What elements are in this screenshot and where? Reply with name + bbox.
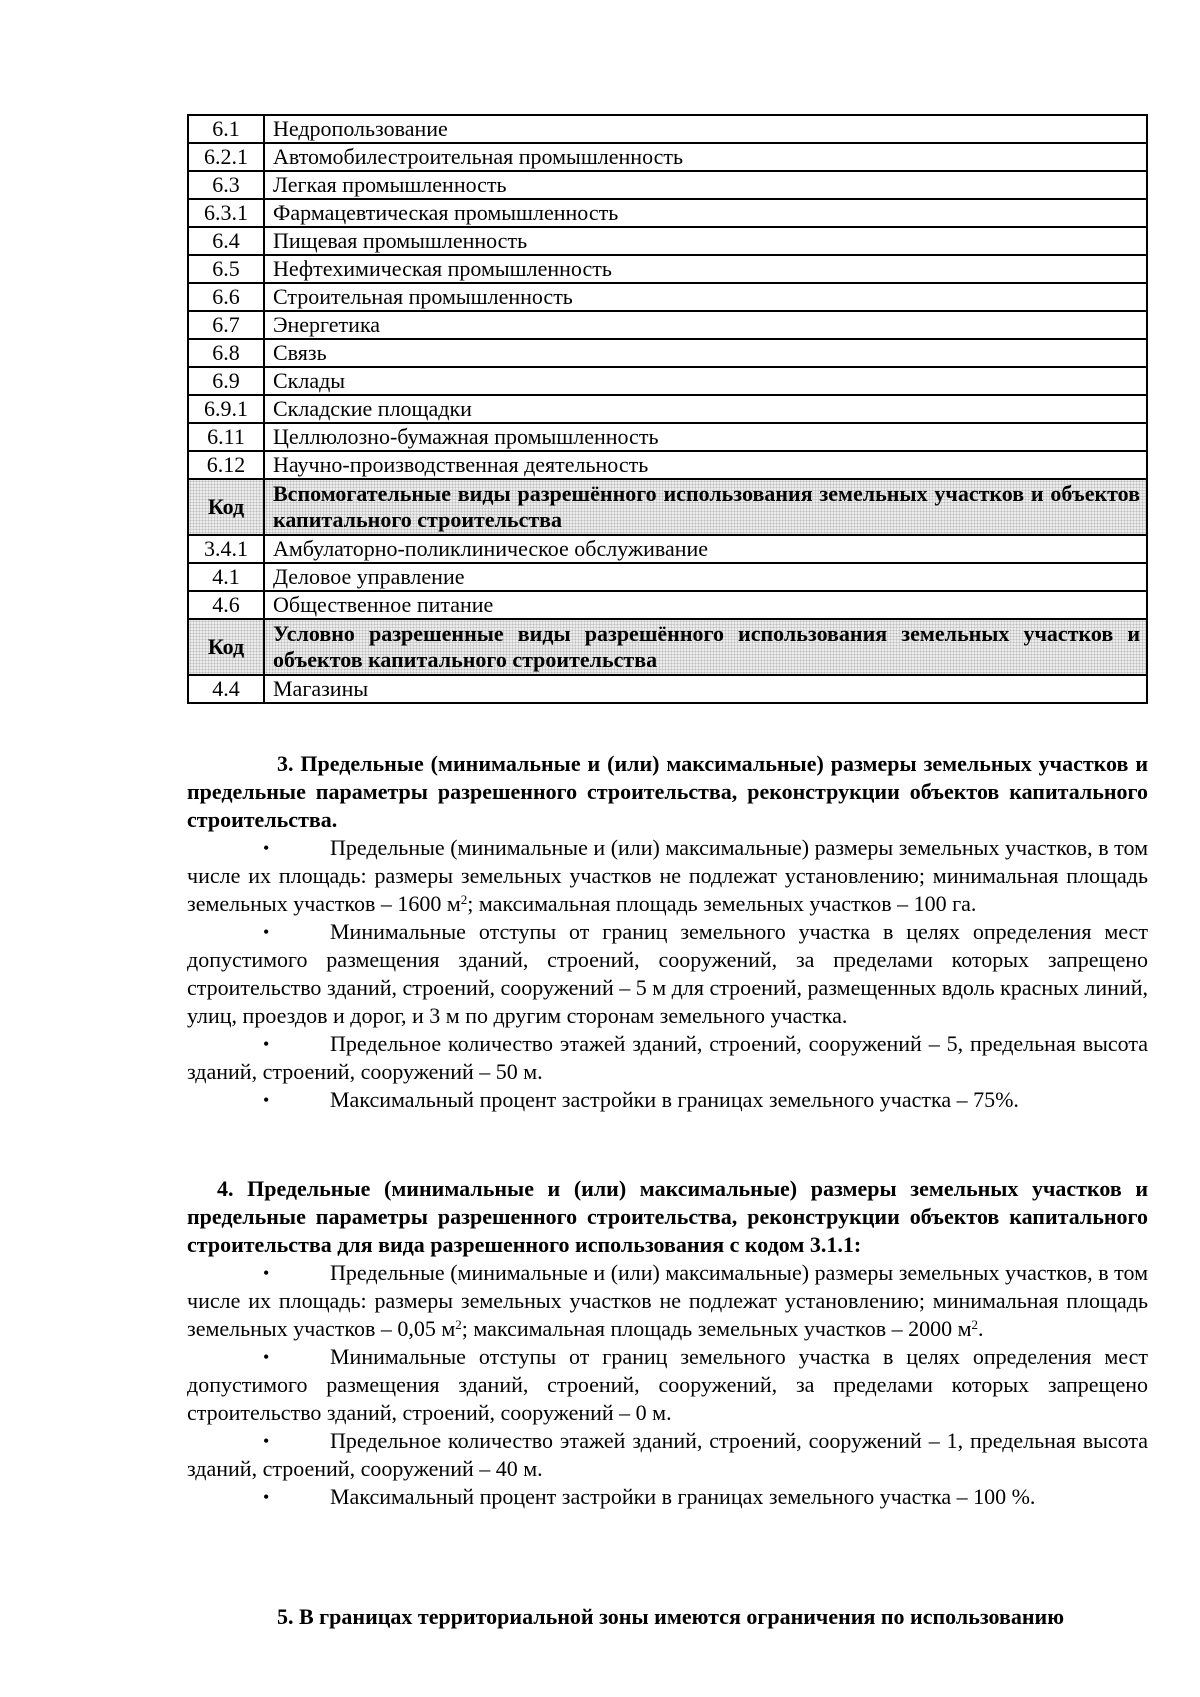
section-3-item-floors: • Предельное количество этажей зданий, строений, сооружений – 5, предельная высота зданий, строений, сооружений – 50 м. [187,1031,1148,1084]
row-name: Автомобилестроительная промышленность [264,143,1147,171]
row-name: Научно-производственная деятельность [264,451,1147,479]
bullet-icon: • [263,1034,270,1054]
row-code: 4.1 [188,563,264,591]
header-code: Код [188,619,264,675]
table-row [188,283,1147,311]
table-row [188,143,1147,171]
bullet-icon: • [263,1431,270,1451]
land-use-table-body [188,115,1147,703]
bullet-icon: • [263,838,270,858]
bullet-icon: • [263,1263,270,1283]
row-name: Фармацевтическая промышленность [264,199,1147,227]
table-row [188,535,1147,563]
section-5 [187,1603,1148,1631]
row-code: 6.9 [188,367,264,395]
table-row [188,423,1147,451]
section-3-heading: 3. Предельные (минимальные и (или) максимальные) размеры земельных участков и предельные параметры разрешенного строительства, реконструкции объектов капитального строительства. [187,751,1148,832]
row-name: Амбулаторно-поликлиническое обслуживание [264,535,1147,563]
section-4-list [187,1259,1148,1511]
row-name: Нефтехимическая промышленность [264,255,1147,283]
section-4 [187,1175,1148,1511]
table-row [188,451,1147,479]
section-3 [187,750,1148,1114]
header-code: Код [188,479,264,535]
header-title: Условно разрешенные виды разрешённого использования земельных участков и объектов капитального строительства [264,619,1147,675]
row-code: 6.3.1 [188,199,264,227]
row-name: Строительная промышленность [264,283,1147,311]
row-name: Целлюлозно-бумажная промышленность [264,423,1147,451]
row-code: 6.4 [188,227,264,255]
bullet-icon: • [263,1487,270,1507]
row-name: Пищевая промышленность [264,227,1147,255]
row-code: 4.4 [188,675,264,703]
table-row [188,367,1147,395]
table-row [188,675,1147,703]
row-name: Склады [264,367,1147,395]
table-row [188,563,1147,591]
section-3-item-setbacks: • Минимальные отступы от границ земельного участка в целях определения мест допустимого размещения зданий, строений, сооружений, за пределами которых запрещено строительство зданий, строений, сооружений – 5 м для строений, размещенных вдоль красных линий, улиц, проездов и дорог, и 3 м по другим сторонам земельного участка. [187,919,1148,1028]
land-use-table [187,114,1148,704]
bullet-icon: • [263,1090,270,1110]
row-code: 6.11 [188,423,264,451]
bullet-icon: • [263,1347,270,1367]
table-row [188,199,1147,227]
section-3-list [187,834,1148,1114]
row-code: 3.4.1 [188,535,264,563]
row-name: Складские площадки [264,395,1147,423]
table-row [188,171,1147,199]
section-3-item-area: • Предельные (минимальные и (или) максимальные) размеры земельных участков, в том числе их площадь: размеры земельных участков не подлежат установлению; минимальная площадь земельных участков – 1600 $м^2$; максимальная площадь земельных участков – 100 га. [187,835,1148,916]
section-4-item-setbacks: • Минимальные отступы от границ земельного участка в целях определения мест допустимого размещения зданий, строений, сооружений, за пределами которых запрещено строительство зданий, строений, сооружений – 0 м. [187,1344,1148,1425]
row-name: Деловое управление [264,563,1147,591]
row-code: 4.6 [188,591,264,619]
table-row [188,395,1147,423]
table-row [188,311,1147,339]
table-row [188,115,1147,143]
bullet-icon: • [263,922,270,942]
header-title: Вспомогательные виды разрешённого использования земельных участков и объектов капитального строительства [264,479,1147,535]
section-4-item-area: • Предельные (минимальные и (или) максимальные) размеры земельных участков, в том числе их площадь: размеры земельных участков не подлежат установлению; минимальная площадь земельных участков – 0,05 $м^2$; максимальная площадь земельных участков – 2000 $м^2$. [187,1260,1148,1341]
row-code: 6.7 [188,311,264,339]
auxiliary-uses-header [188,479,1147,535]
table-row [188,339,1147,367]
row-name: Связь [264,339,1147,367]
row-code: 6.5 [188,255,264,283]
row-code: 6.1 [188,115,264,143]
row-code: 6.12 [188,451,264,479]
row-name: Недропользование [264,115,1147,143]
table-row [188,255,1147,283]
section-4-item-floors: • Предельное количество этажей зданий, строений, сооружений – 1, предельная высота зданий, строений, сооружений – 40 м. [187,1428,1148,1481]
row-code: 6.6 [188,283,264,311]
table-row [188,227,1147,255]
row-code: 6.8 [188,339,264,367]
row-name: Общественное питание [264,591,1147,619]
section-3-item-coverage: • Максимальный процент застройки в границах земельного участка – 75%. [263,1087,1019,1112]
row-code: 6.2.1 [188,143,264,171]
row-code: 6.3 [188,171,264,199]
row-code: 6.9.1 [188,395,264,423]
row-name: Энергетика [264,311,1147,339]
row-name: Легкая промышленность [264,171,1147,199]
conditional-uses-header [188,619,1147,675]
row-name: Магазины [264,675,1147,703]
section-4-heading: 4. Предельные (минимальные и (или) максимальные) размеры земельных участков и предельные параметры разрешенного строительства, реконструкции объектов капитального строительства для вида разрешенного использования с кодом 3.1.1: [187,1176,1148,1257]
section-5-heading: 5. В границах территориальной зоны имеются ограничения по использованию [277,1604,1065,1629]
section-4-item-coverage: • Максимальный процент застройки в границах земельного участка – 100 %. [263,1484,1036,1509]
table-row [188,591,1147,619]
